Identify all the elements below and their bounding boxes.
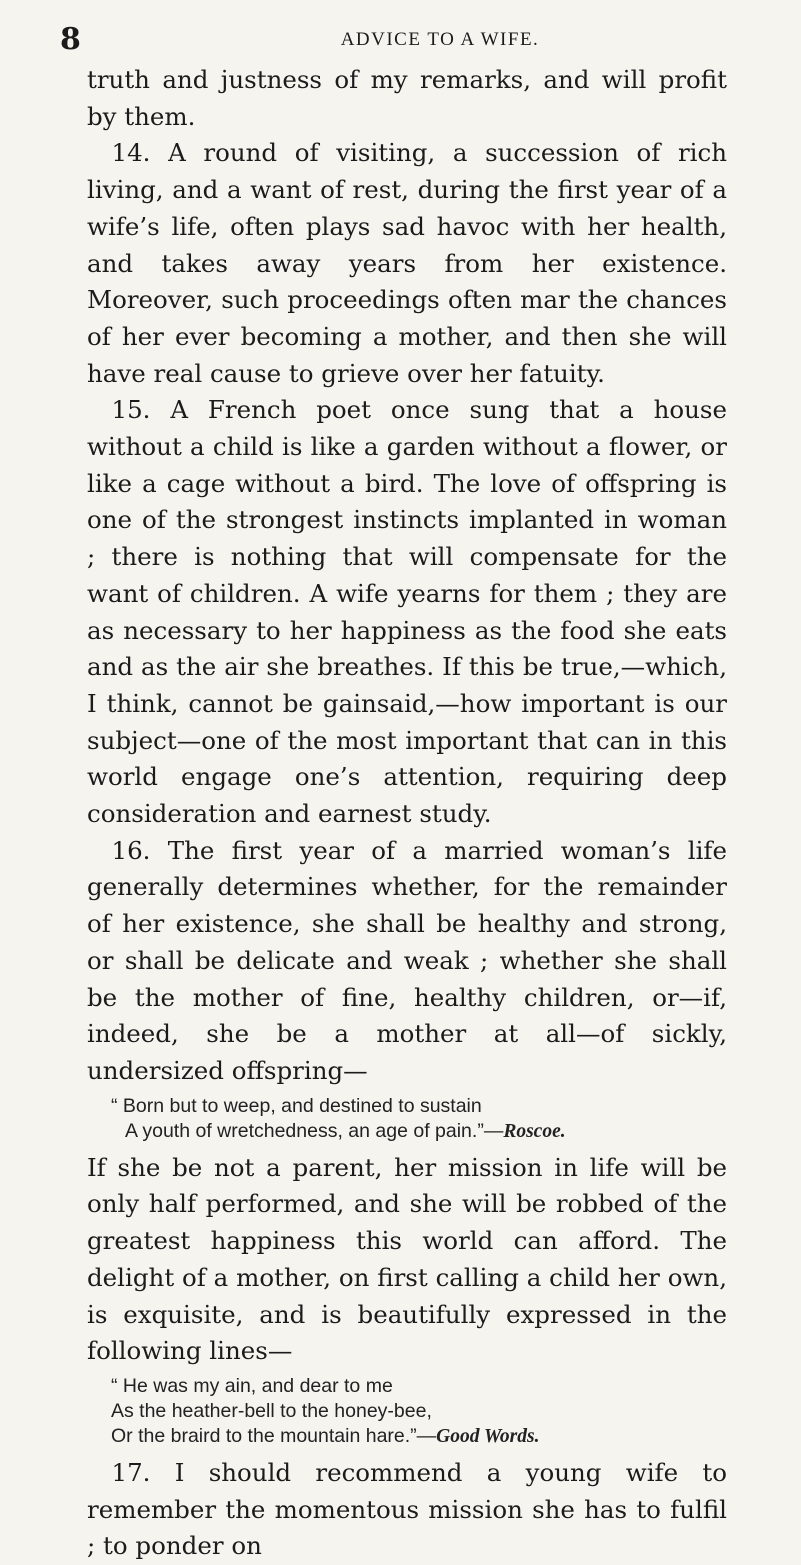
paragraph-16-continued: If she be not a parent, her mission in life will be only half performed, and she will be robbed of the greatest happiness this world can afford. The delight of a mother, on first calling a child her own, is exquisite, and is beautifully expressed in the following lines—: [87, 1152, 727, 1366]
quote-line-text: A youth of wretchedness, an age of pain.”—: [125, 1119, 504, 1142]
quote-good-words: [111, 1374, 727, 1449]
paragraph-continuation: truth and justness of my remarks, and will profit by them.: [87, 65, 727, 131]
page-header: [60, 20, 760, 60]
quote-line: “ Born but to weep, and destined to sustain: [111, 1094, 482, 1117]
paragraph-14: 14. A round of visiting, a succession of rich living, and a want of rest, during the first year of a wife’s life, often plays sad havoc with her health, and takes away years from her existence. Moreover, such proceedings often mar the chances of her ever becoming a mother, and then she will have real cause to grieve over her fatuity.: [87, 138, 727, 388]
page-number: 8: [60, 22, 81, 57]
page-body: [87, 62, 727, 1565]
paragraph-17: 17. I should recommend a young wife to remember the momentous mission she has to fulfil ; to ponder on: [87, 1457, 727, 1561]
quote-line: As the heather-bell to the honey-bee,: [111, 1399, 432, 1422]
quote-attribution: Good Words.: [436, 1425, 540, 1447]
quote-roscoe: [111, 1094, 727, 1144]
paragraph-15: 15. A French poet once sung that a house without a child is like a garden without a flower, or like a cage without a bird. The love of offspring is one of the strongest instincts implanted in woman ; there is nothing that will compensate for the want of children. A wife yearns for them ; they are as necessary to her happiness as the food she eats and as the air she breathes. If this be true,—which, I think, cannot be gainsaid,—how important is our subject—one of the most important that can in this world engage one’s attention, requiring deep consideration and earnest study.: [87, 395, 727, 829]
paragraph-16: 16. The first year of a married woman’s life generally determines whether, for the remainder of her existence, she shall be healthy and strong, or shall be delicate and weak ; whether she shall be the mother of fine, healthy children, or—if, indeed, she be a mother at all—of sickly, undersized offspring—: [87, 835, 727, 1085]
quote-line-text: Or the braird to the mountain hare.”—: [111, 1424, 437, 1447]
quote-line: [111, 1119, 727, 1144]
running-head: ADVICE TO A WIFE.: [340, 29, 540, 50]
quote-attribution: Roscoe.: [503, 1120, 566, 1142]
quote-line: “ He was my ain, and dear to me: [111, 1374, 393, 1397]
quote-line: [111, 1424, 727, 1449]
